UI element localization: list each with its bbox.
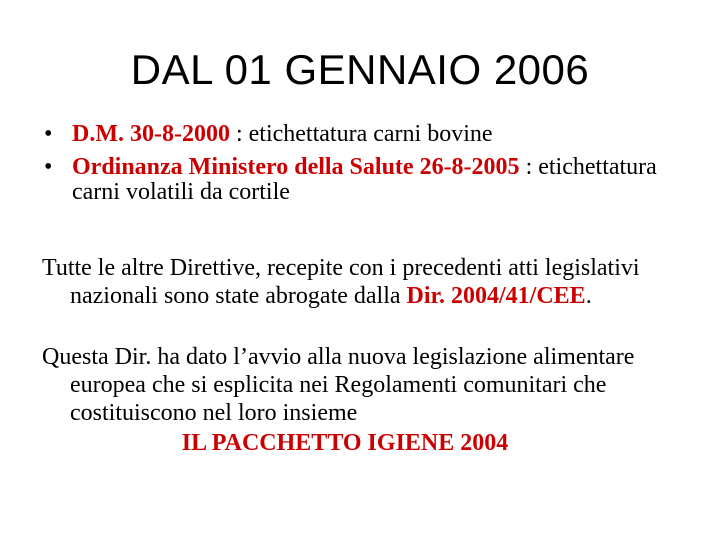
- bullet-ref: D.M. 30-8-2000: [72, 121, 230, 147]
- directive-ref: Dir. 2004/41/CEE: [406, 283, 586, 309]
- bullet-marker: •: [44, 154, 53, 180]
- bullet-marker: •: [44, 121, 53, 147]
- bullet-text: : etichettatura carni bovine: [229, 121, 493, 147]
- bullet-text: : etichettatura carni volatili da cortile: [72, 154, 657, 205]
- paragraph-abrogation: [42, 254, 710, 310]
- bullet-list: [44, 122, 684, 205]
- bullet-ref: Ordinanza Ministero della Salute 26-8-2005: [72, 154, 520, 180]
- paragraph-text: Tutte le altre Direttive, recepite con i precedenti atti legislativi nazionali sono state abrogate dalla: [42, 255, 640, 309]
- paragraph-text: Questa Dir. ha dato l’avvio alla nuova legislazione alimentare europea che si esplicita nei Regolamenti comunitari che costituiscono nel loro insieme: [42, 344, 635, 426]
- bullet-item: [44, 155, 684, 205]
- paragraph-end: .: [585, 283, 592, 309]
- slide-title: DAL 01 GENNAIO 2006: [130, 46, 590, 93]
- hygiene-package-highlight: IL PACCHETTO IGIENE 2004: [181, 430, 509, 456]
- paragraph-legislation: [42, 343, 710, 457]
- bullet-item: [44, 122, 684, 147]
